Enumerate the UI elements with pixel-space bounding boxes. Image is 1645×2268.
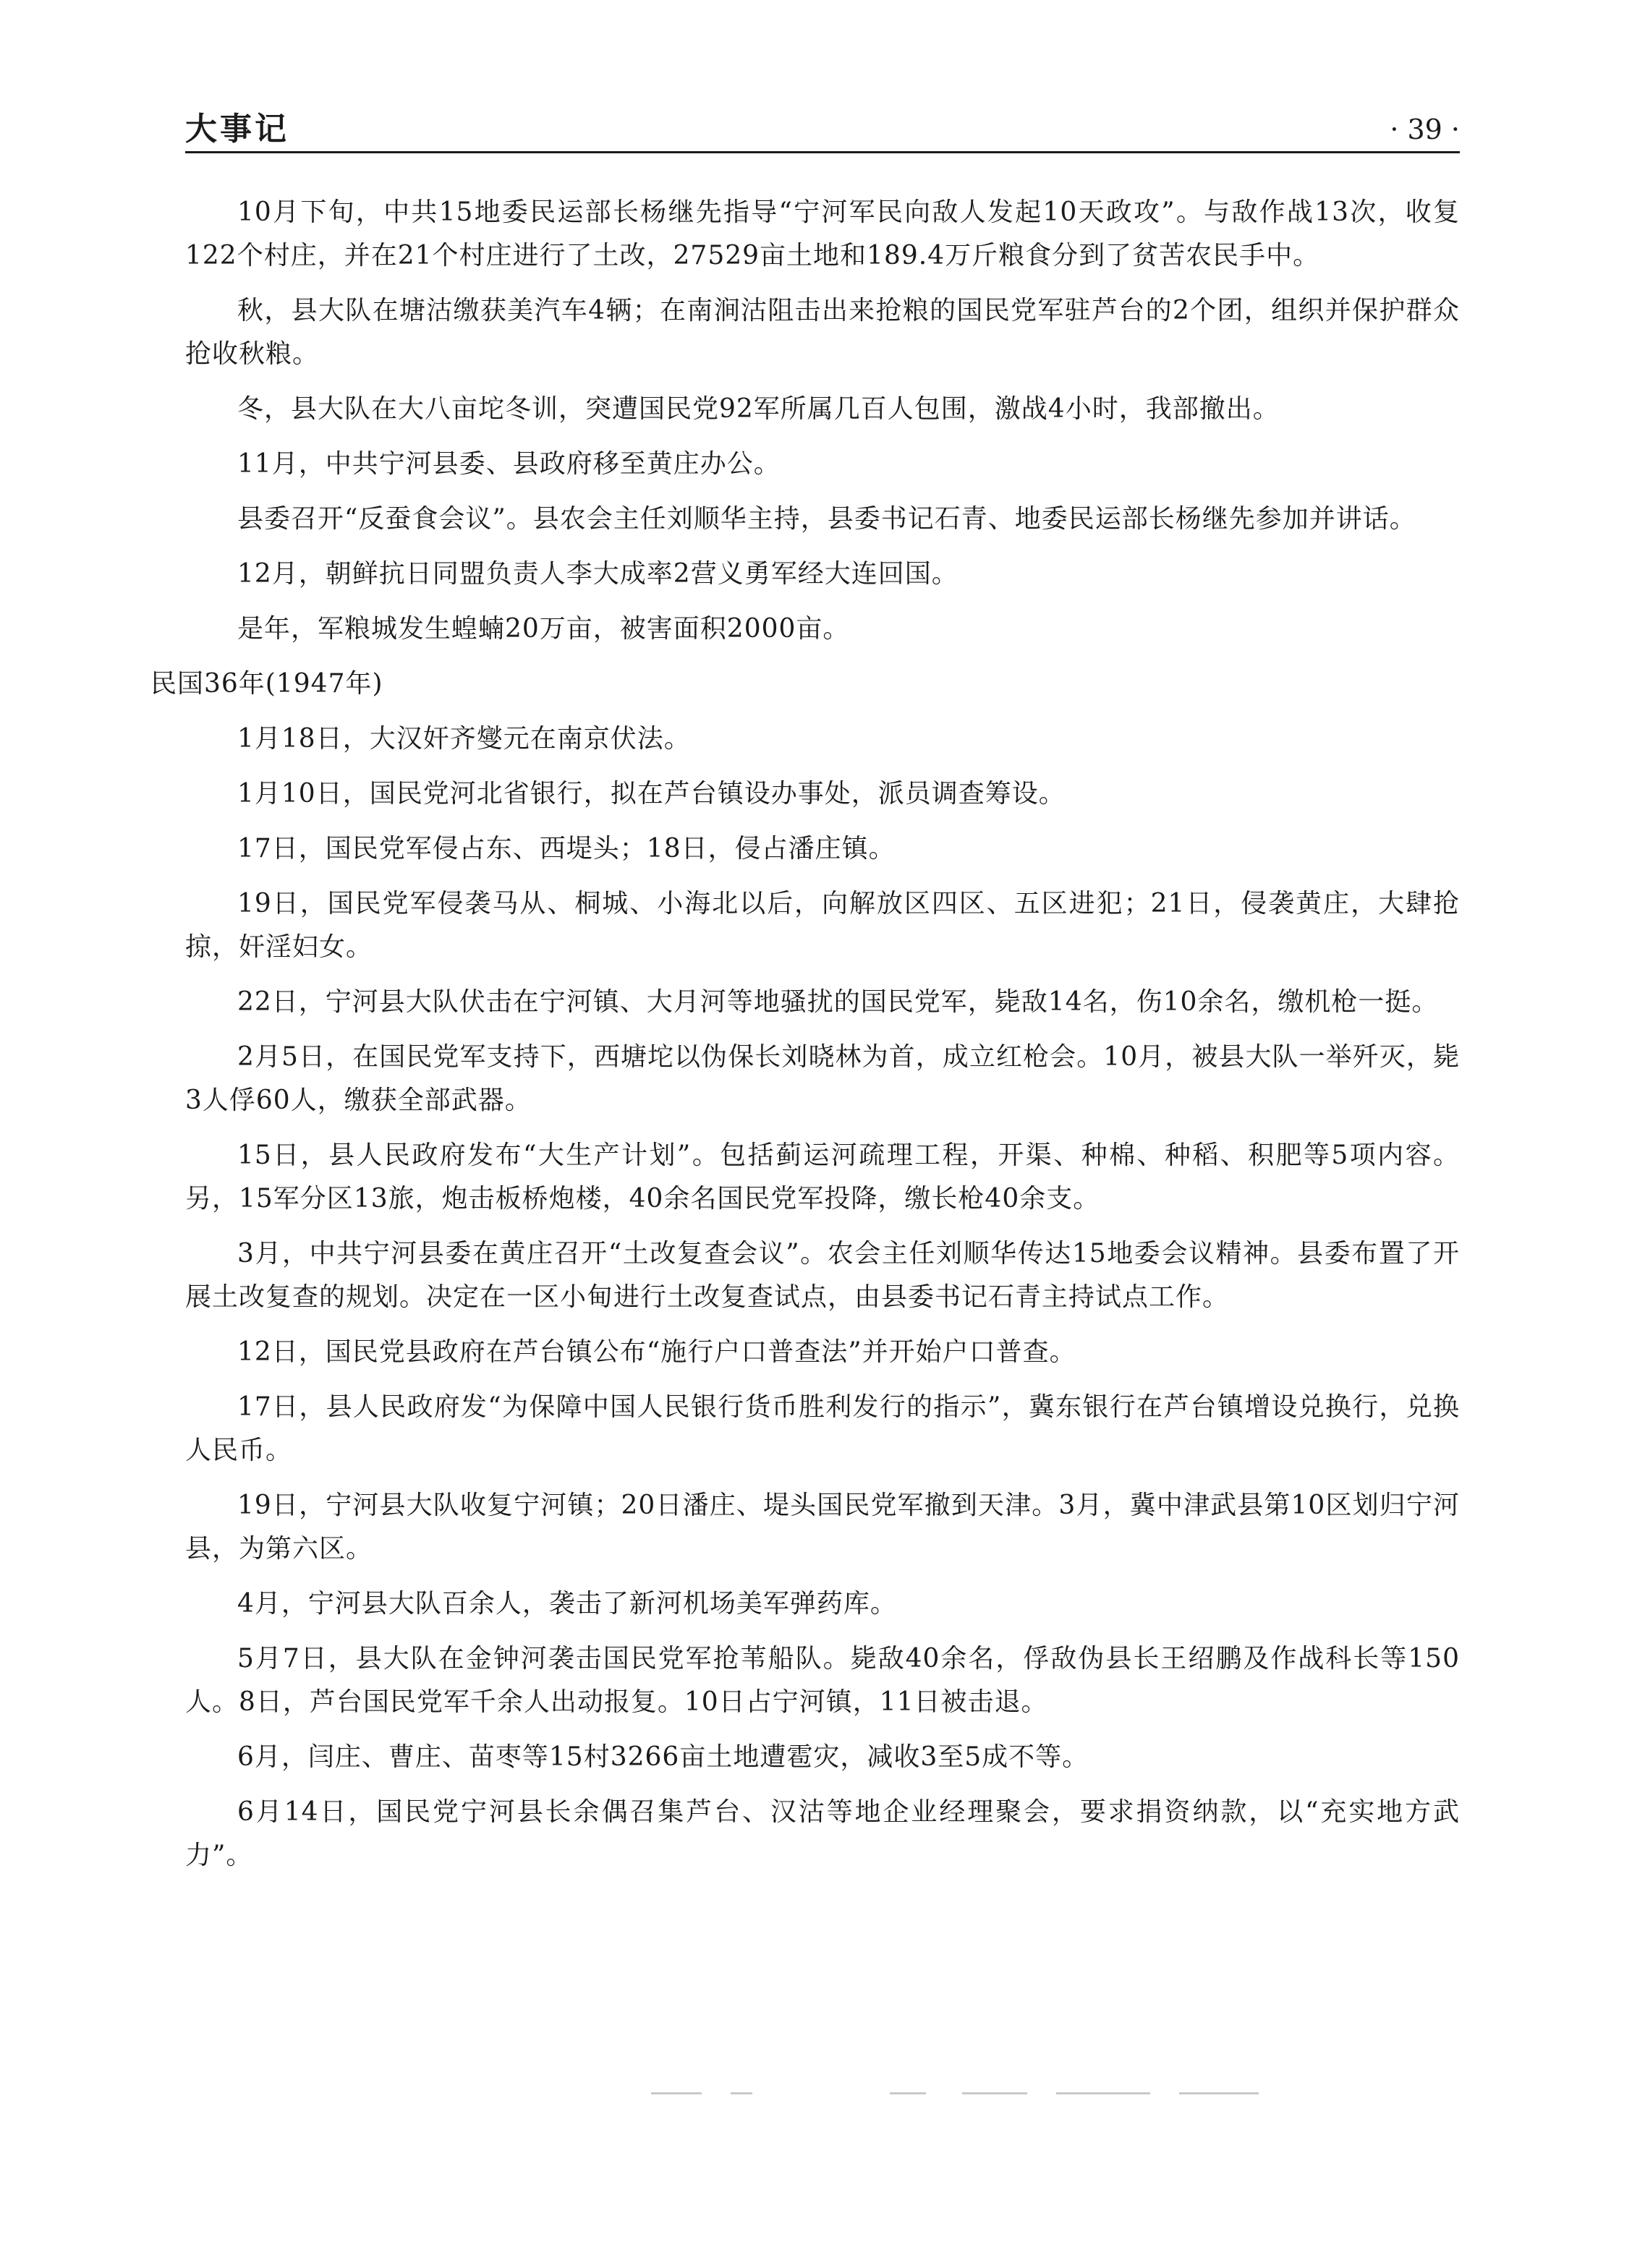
chronicle-entry: 4月，宁河县大队百余人，袭击了新河机场美军弹药库。 — [237, 1589, 897, 1619]
chronicle-entry: 3月，中共宁河县委在黄庄召开“土改复查会议”。农会主任刘顺华传达15地委会议精神。县委布置了开展土改复查的规划。决定在一区小甸进行土改复查试点，由县委书记石青主持试点工作。 — [185, 1239, 1460, 1312]
chronicle-entry: 县委召开“反蚕食会议”。县农会主任刘顺华主持，县委书记石青、地委民运部长杨继先参加并讲话。 — [237, 504, 1416, 534]
header-rule — [185, 151, 1460, 153]
chronicle-entry: 17日，县人民政府发“为保障中国人民银行货币胜利发行的指示”，冀东银行在芦台镇增设兑换行，兑换人民币。 — [185, 1392, 1460, 1465]
section-heading: 民国36年(1947年) — [150, 669, 383, 699]
chronicle-entry: 6月，闫庄、曹庄、苗枣等15村3266亩土地遭雹灾，减收3至5成不等。 — [237, 1742, 1089, 1772]
chronicle-entry: 22日，宁河县大队伏击在宁河镇、大月河等地骚扰的国民党军，毙敌14名，伤10余名，缴机枪一挺。 — [237, 987, 1439, 1017]
chronicle-entry: 11月，中共宁河县委、县政府移至黄庄办公。 — [237, 449, 781, 479]
chronicle-entry: 2月5日，在国民党军支持下，西塘坨以伪保长刘晓林为首，成立红枪会。10月，被县大队一举歼灭，毙3人俘60人，缴获全部武器。 — [185, 1042, 1460, 1115]
chronicle-entry: 5月7日，县大队在金钟河袭击国民党军抢苇船队。毙敌40余名，俘敌伪县长王绍鹏及作战科长等150人。8日，芦台国民党军千余人出动报复。10日占宁河镇，11日被击退。 — [185, 1644, 1460, 1717]
chronicle-body — [150, 191, 1460, 1889]
chronicle-entry: 19日，国民党军侵袭马从、桐城、小海北以后，向解放区四区、五区进犯；21日，侵袭黄庄，大肆抢掠，奸淫妇女。 — [185, 889, 1460, 962]
chronicle-entry: 6月14日，国民党宁河县长余偶召集芦台、汉沽等地企业经理聚会，要求捐资纳款，以“充实地方武力”。 — [185, 1797, 1460, 1870]
chronicle-entry: 是年，军粮城发生蝗蝻20万亩，被害面积2000亩。 — [237, 614, 850, 644]
chronicle-entry: 19日，宁河县大队收复宁河镇；20日潘庄、堤头国民党军撤到天津。3月，冀中津武县第10区划归宁河县，为第六区。 — [185, 1491, 1460, 1564]
chronicle-entry: 1月18日，大汉奸齐燮元在南京伏法。 — [237, 724, 691, 754]
page-number: · 39 · — [1390, 114, 1460, 145]
chronicle-entry: 15日，县人民政府发布“大生产计划”。包括蓟运河疏理工程，开渠、种棉、种稻、积肥等5项内容。另，15军分区13旅，炮击板桥炮楼，40余名国民党军投降，缴长枪40余支。 — [185, 1141, 1460, 1214]
chronicle-entry: 12月，朝鲜抗日同盟负责人李大成率2营义勇军经大连回国。 — [237, 559, 958, 589]
chronicle-entry: 17日，国民党军侵占东、西堤头；18日，侵占潘庄镇。 — [237, 834, 896, 864]
chronicle-entry: 10月下旬，中共15地委民运部长杨继先指导“宁河军民向敌人发起10天政攻”。与敌作战13次，收复122个村庄，并在21个村庄进行了土改，27529亩土地和189.4万斤粮食分到了贫苦农民手中。 — [185, 197, 1460, 270]
chronicle-entry: 1月10日，国民党河北省银行，拟在芦台镇设办事处，派员调查筹设。 — [237, 779, 1066, 809]
scan-artifact — [651, 2090, 1259, 2097]
page-header — [185, 106, 1460, 153]
chronicle-entry: 冬，县大队在大八亩坨冬训，突遭国民党92军所属几百人包围，激战4小时，我部撤出。 — [237, 394, 1280, 424]
chronicle-entry: 12日，国民党县政府在芦台镇公布“施行户口普查法”并开始户口普查。 — [237, 1337, 1076, 1367]
running-title: 大事记 — [185, 111, 289, 148]
chronicle-entry: 秋，县大队在塘沽缴获美汽车4辆；在南涧沽阻击出来抢粮的国民党军驻芦台的2个团，组织并保护群众抢收秋粮。 — [185, 296, 1460, 369]
